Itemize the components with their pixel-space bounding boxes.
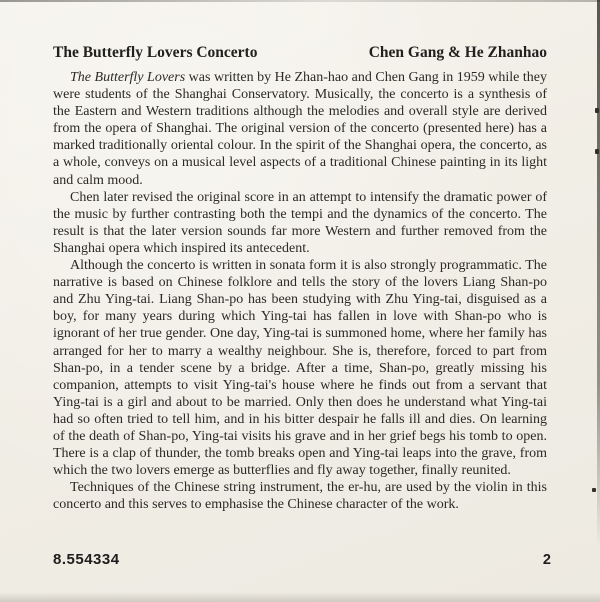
page-footer xyxy=(53,551,551,568)
composers-credit: Chen Gang & He Zhanhao xyxy=(368,44,547,61)
page-content xyxy=(53,44,547,513)
paragraph-1-text: was written by He Zhan-hao and Chen Gang in 1959 while they were students of the Shanghai Conservatory. Musically, the concerto is a synthesis of the Eastern and Western traditions although the melodies and overall style are derived from the opera of Shanghai. The original version of the concerto (presented here) has a marked traditionally oriental colour. In the spirit of the Shanghai opera, the concerto, as a whole, conveys on a musical level aspects of a traditional Chinese painting in its light and calm mood. xyxy=(53,70,547,188)
paragraph-3: Although the concerto is written in sonata form it is also strongly programmatic. The narrative is based on Chinese folklore and tells the story of the lovers Liang Shan-po and Zhu Ying-tai. Liang Shan-po has been studying with Zhu Ying-tai, disguised as a boy, for many years during which Ying-tai has fallen in love with Shan-po who is ignorant of her true gender. One day, Ying-tai is summoned home, where her family has arranged for her to marry a wealthy neighbour. She is, therefore, forced to part from Shan-po, in a tender scene by a bridge. After a time, Shan-po, greatly missing his companion, attempts to visit Ying-tai's house where he finds out from a servant that Ying-tai is a girl and about to be married. Only then does he understand what Ying-tai had so often tried to tell him, and in his bitter despair he falls ill and dies. On learning of the death of Shan-po, Ying-tai visits his grave and in her grief begs his tomb to open. There is a clap of thunder, the tomb breaks open and Ying-tai leaps into the grave, from which the two lovers emerge as butterflies and fly away together, finally reunited. xyxy=(53,258,547,479)
page-title: The Butterfly Lovers Concerto xyxy=(53,44,258,61)
scan-speck xyxy=(595,108,599,113)
scan-speck xyxy=(595,149,599,154)
paragraph-2: Chen later revised the original score in an attempt to intensify the dramatic power of the music by further contrasting both the tempi and the dynamics of the concerto. The result is that the later version sounds far more Western and further removed from the Shanghai opera which inspired its antecedent. xyxy=(53,189,547,256)
paragraph-4: Techniques of the Chinese string instrument, the er-hu, are used by the violin in this concerto and this serves to emphasise the Chinese character of the work. xyxy=(53,480,547,513)
paragraph-1 xyxy=(53,69,547,189)
catalog-number: 8.554334 xyxy=(53,551,120,568)
liner-notes-text xyxy=(53,69,547,513)
page-number: 2 xyxy=(542,552,551,568)
scan-speck xyxy=(592,488,596,492)
work-title-italic: The Butterfly Lovers xyxy=(70,70,186,85)
scan-edge-top xyxy=(0,0,600,2)
page-header xyxy=(53,44,547,62)
scan-edge-bottom xyxy=(0,592,600,602)
